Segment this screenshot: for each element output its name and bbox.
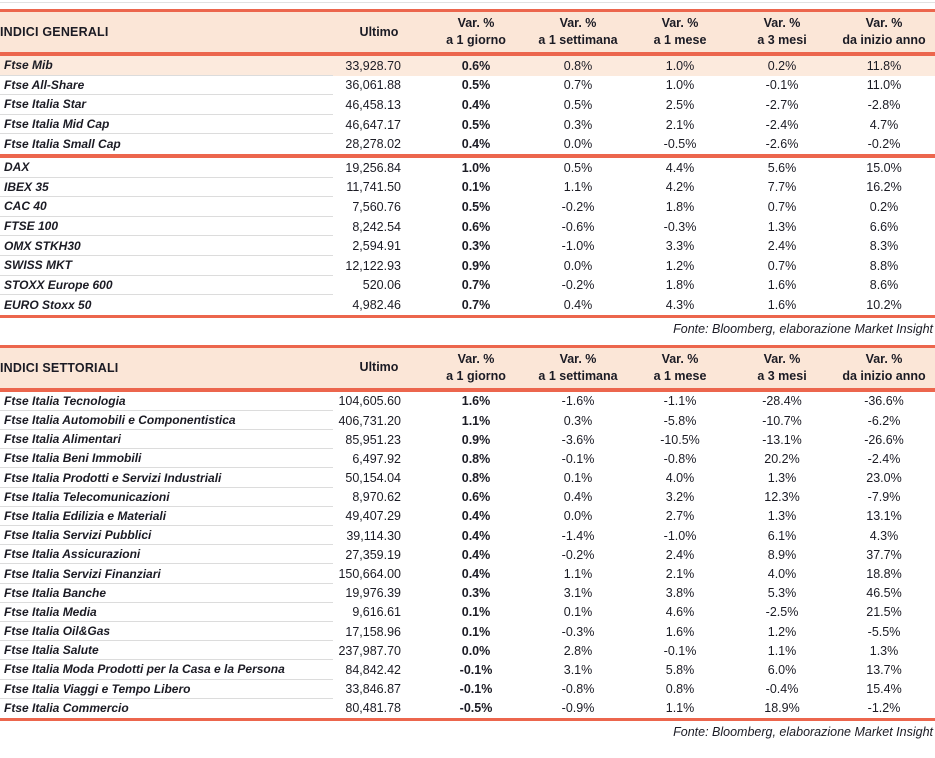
- ultimo-value: 4,982.46: [352, 297, 401, 312]
- col-header-a-1-giorno: Var. % a 1 giorno: [446, 16, 506, 47]
- var-1-settimana: 0.3%: [563, 117, 593, 132]
- var-1-mese: -0.5%: [663, 137, 697, 152]
- ultimo-value: 49,407.29: [345, 509, 401, 524]
- var-inizio-anno: 1.3%: [869, 643, 899, 658]
- ultimo-value: 33,928.70: [345, 58, 401, 73]
- var-1-giorno: 0.4%: [461, 97, 491, 112]
- var-1-settimana: -0.1%: [561, 451, 595, 466]
- index-name: Ftse All-Share: [0, 76, 333, 96]
- var-3-mesi: 7.7%: [767, 180, 797, 195]
- var-1-mese: 3.2%: [665, 490, 695, 505]
- var-1-settimana: 3.1%: [563, 586, 593, 601]
- var-1-giorno: 0.3%: [461, 239, 491, 254]
- var-1-settimana: -0.2%: [561, 547, 595, 562]
- var-3-mesi: -10.7%: [762, 413, 802, 428]
- ultimo-value: 19,256.84: [345, 160, 401, 175]
- col-header-ultimo: Ultimo: [359, 360, 399, 375]
- table-row: [0, 411, 935, 430]
- table-row: [0, 603, 935, 622]
- var-1-giorno: 0.8%: [461, 451, 491, 466]
- var-inizio-anno: -1.2%: [867, 701, 901, 716]
- var-1-mese: -5.8%: [663, 413, 697, 428]
- ultimo-value: 2,594.91: [352, 239, 401, 254]
- var-1-settimana: 0.0%: [563, 258, 593, 273]
- index-name: Ftse Italia Alimentari: [0, 430, 333, 449]
- ultimo-value: 520.06: [362, 278, 401, 293]
- var-3-mesi: -2.6%: [765, 137, 799, 152]
- table-row: [0, 236, 935, 256]
- table-indici-generali: [0, 9, 935, 318]
- var-3-mesi: 20.2%: [764, 451, 800, 466]
- var-1-settimana: -1.4%: [561, 528, 595, 543]
- table-header: [0, 12, 935, 52]
- var-1-giorno: 0.9%: [461, 258, 491, 273]
- table-bottom-border: [0, 718, 935, 721]
- var-inizio-anno: -2.4%: [867, 451, 901, 466]
- ultimo-value: 46,458.13: [345, 97, 401, 112]
- var-1-mese: 5.8%: [665, 662, 695, 677]
- var-3-mesi: -13.1%: [762, 432, 802, 447]
- var-inizio-anno: 11.8%: [866, 58, 902, 73]
- var-1-settimana: -0.8%: [561, 682, 595, 697]
- index-name: Ftse Mib: [0, 56, 333, 76]
- var-1-giorno: 1.1%: [461, 413, 491, 428]
- var-1-giorno: 0.1%: [461, 624, 491, 639]
- ultimo-value: 85,951.23: [345, 432, 401, 447]
- var-inizio-anno: -5.5%: [867, 624, 901, 639]
- ultimo-value: 46,647.17: [345, 117, 401, 132]
- var-3-mesi: -28.4%: [762, 394, 802, 409]
- var-1-giorno: 0.4%: [461, 509, 491, 524]
- var-1-mese: 4.0%: [665, 471, 695, 486]
- index-name: SWISS MKT: [0, 256, 333, 276]
- var-inizio-anno: 46.5%: [866, 586, 902, 601]
- var-inizio-anno: 23.0%: [866, 471, 902, 486]
- var-3-mesi: 12.3%: [764, 490, 800, 505]
- var-inizio-anno: -2.8%: [867, 97, 901, 112]
- index-name: Ftse Italia Prodotti e Servizi Industriali: [0, 468, 333, 487]
- var-3-mesi: 1.3%: [767, 509, 797, 524]
- index-name: Ftse Italia Edilizia e Materiali: [0, 507, 333, 526]
- var-inizio-anno: 37.7%: [866, 547, 902, 562]
- col-header-a-3-mesi: Var. % a 3 mesi: [757, 351, 807, 383]
- var-inizio-anno: 6.6%: [869, 219, 899, 234]
- var-1-giorno: 1.0%: [461, 160, 491, 175]
- col-header-a-1-settimana: Var. % a 1 settimana: [538, 351, 618, 383]
- var-1-giorno: -0.5%: [459, 701, 493, 716]
- ultimo-value: 8,242.54: [352, 219, 401, 234]
- table-header: [0, 348, 935, 388]
- table-row: [0, 526, 935, 545]
- col-header-a-1-settimana: Var. % a 1 settimana: [538, 16, 618, 47]
- var-1-mese: 1.8%: [665, 199, 695, 214]
- col-header-a-3-mesi: Var. % a 3 mesi: [757, 16, 807, 47]
- var-1-settimana: 0.1%: [563, 471, 593, 486]
- var-3-mesi: 1.6%: [767, 297, 797, 312]
- var-1-mese: 1.0%: [665, 58, 695, 73]
- ultimo-value: 237,987.70: [338, 643, 401, 658]
- index-name: Ftse Italia Banche: [0, 584, 333, 603]
- var-inizio-anno: 4.7%: [869, 117, 899, 132]
- table-row: [0, 276, 935, 296]
- var-1-giorno: 0.4%: [461, 137, 491, 152]
- var-1-giorno: 0.7%: [461, 297, 491, 312]
- var-1-giorno: 0.0%: [461, 643, 491, 658]
- ultimo-value: 7,560.76: [352, 199, 401, 214]
- var-1-settimana: -3.6%: [561, 432, 595, 447]
- var-1-settimana: 0.0%: [563, 509, 593, 524]
- table-row: [0, 622, 935, 641]
- var-1-giorno: 0.9%: [461, 432, 491, 447]
- col-header-a-1-mese: Var. % a 1 mese: [653, 16, 707, 47]
- index-name: FTSE 100: [0, 217, 333, 237]
- index-name: Ftse Italia Mid Cap: [0, 115, 333, 135]
- index-name: CAC 40: [0, 197, 333, 217]
- table-row: [0, 295, 935, 315]
- var-1-giorno: 0.5%: [461, 199, 491, 214]
- var-1-mese: -1.1%: [663, 394, 697, 409]
- index-name: Ftse Italia Servizi Finanziari: [0, 564, 333, 583]
- table-row: [0, 680, 935, 699]
- table-row: [0, 197, 935, 217]
- var-1-mese: 1.0%: [665, 78, 695, 93]
- var-1-settimana: -0.6%: [561, 219, 595, 234]
- var-1-settimana: 3.1%: [563, 662, 593, 677]
- ultimo-value: 104,605.60: [338, 394, 401, 409]
- table-row: [0, 564, 935, 583]
- ultimo-value: 12,122.93: [345, 258, 401, 273]
- index-name: Ftse Italia Oil&Gas: [0, 622, 333, 641]
- var-inizio-anno: 8.3%: [869, 239, 899, 254]
- var-1-mese: -0.3%: [663, 219, 697, 234]
- var-1-mese: 3.8%: [665, 586, 695, 601]
- table-row: [0, 641, 935, 660]
- table-title: INDICI SETTORIALI: [0, 360, 119, 375]
- index-name: Ftse Italia Moda Prodotti per la Casa e la Persona: [0, 660, 333, 679]
- index-name: Ftse Italia Tecnologia: [0, 392, 333, 411]
- table-row: [0, 95, 935, 115]
- ultimo-value: 27,359.19: [345, 547, 401, 562]
- index-name: STOXX Europe 600: [0, 276, 333, 296]
- var-1-giorno: 0.4%: [461, 567, 491, 581]
- var-3-mesi: 18.9%: [764, 701, 800, 716]
- table-row: [0, 115, 935, 135]
- var-1-giorno: 0.4%: [461, 528, 491, 543]
- var-1-giorno: 0.4%: [461, 547, 491, 562]
- var-1-mese: 3.3%: [665, 239, 695, 254]
- index-name: Ftse Italia Automobili e Componentistica: [0, 411, 333, 430]
- var-1-settimana: -0.2%: [561, 278, 595, 293]
- var-inizio-anno: 11.0%: [866, 78, 902, 93]
- var-3-mesi: -0.1%: [765, 78, 799, 93]
- table-row: [0, 545, 935, 564]
- var-1-giorno: 0.1%: [461, 180, 491, 195]
- table-row: [0, 256, 935, 276]
- var-1-mese: -0.8%: [663, 451, 697, 466]
- ultimo-value: 36,061.88: [345, 78, 401, 93]
- var-1-mese: 4.2%: [665, 180, 695, 195]
- var-1-settimana: 2.8%: [563, 643, 593, 658]
- var-3-mesi: 0.7%: [767, 199, 797, 214]
- var-inizio-anno: 4.3%: [869, 528, 899, 543]
- var-1-mese: 2.7%: [665, 509, 695, 524]
- var-1-giorno: 0.6%: [461, 219, 491, 234]
- var-1-giorno: -0.1%: [459, 662, 493, 677]
- var-1-giorno: 0.6%: [461, 58, 491, 73]
- var-inizio-anno: 13.7%: [866, 662, 902, 677]
- ultimo-value: 84,842.42: [345, 662, 401, 677]
- var-1-mese: 1.8%: [665, 278, 695, 293]
- var-inizio-anno: 21.5%: [866, 605, 902, 620]
- table-title: INDICI GENERALI: [0, 25, 109, 39]
- var-inizio-anno: 10.2%: [866, 297, 902, 312]
- var-1-settimana: -0.2%: [561, 199, 595, 214]
- var-1-mese: 1.1%: [665, 701, 695, 716]
- var-3-mesi: 1.3%: [767, 471, 797, 486]
- ultimo-value: 33,846.87: [345, 682, 401, 697]
- index-name: Ftse Italia Salute: [0, 641, 333, 660]
- index-name: Ftse Italia Small Cap: [4, 137, 121, 152]
- var-1-mese: 2.1%: [665, 567, 695, 581]
- table-row: [0, 217, 935, 237]
- var-1-settimana: 0.5%: [563, 160, 593, 175]
- table-row: [0, 507, 935, 526]
- source-note: Fonte: Bloomberg, elaborazione Market Insight: [673, 724, 933, 739]
- table-row: [0, 178, 935, 198]
- var-inizio-anno: -36.6%: [864, 394, 904, 409]
- var-1-mese: 2.4%: [665, 547, 695, 562]
- table-row: [0, 56, 935, 76]
- var-3-mesi: 1.2%: [767, 624, 797, 639]
- index-name: Ftse Italia Telecomunicazioni: [0, 488, 333, 507]
- var-1-settimana: 0.7%: [563, 78, 593, 93]
- col-header-da-inizio-anno: Var. % da inizio anno: [842, 351, 926, 383]
- table-row: [0, 134, 935, 154]
- var-1-giorno: 0.1%: [461, 605, 491, 620]
- index-name: IBEX 35: [0, 178, 333, 198]
- ultimo-value: 9,616.61: [352, 605, 401, 620]
- ultimo-value: 150,664.00: [338, 567, 401, 581]
- var-1-giorno: 0.3%: [461, 586, 491, 601]
- ultimo-value: 39,114.30: [346, 528, 401, 543]
- var-1-mese: 4.4%: [665, 160, 695, 175]
- var-1-giorno: 0.5%: [461, 78, 491, 93]
- var-3-mesi: 1.6%: [767, 278, 797, 293]
- ultimo-value: 406,731.20: [338, 413, 401, 428]
- var-1-giorno: 1.6%: [461, 394, 491, 409]
- ultimo-value: 28,278.02: [345, 137, 401, 152]
- var-inizio-anno: -7.9%: [867, 490, 901, 505]
- var-3-mesi: 0.7%: [767, 258, 797, 273]
- var-3-mesi: -2.7%: [765, 97, 799, 112]
- var-1-settimana: -0.9%: [561, 701, 595, 716]
- var-1-mese: -10.5%: [660, 432, 700, 447]
- table-row: [0, 660, 935, 679]
- index-name: Ftse Italia Assicurazioni: [0, 545, 333, 564]
- var-1-mese: 2.5%: [665, 97, 695, 112]
- var-inizio-anno: 13.1%: [866, 509, 902, 524]
- ultimo-value: 17,158.96: [345, 624, 401, 639]
- index-name: Ftse Italia Beni Immobili: [0, 449, 333, 468]
- var-1-settimana: 0.4%: [563, 297, 593, 312]
- index-name: Ftse Italia Commercio: [4, 701, 129, 716]
- var-1-settimana: 0.0%: [563, 137, 593, 152]
- ultimo-value: 50,154.04: [345, 471, 401, 486]
- var-inizio-anno: 16.2%: [866, 180, 902, 195]
- var-3-mesi: 8.9%: [767, 547, 797, 562]
- var-3-mesi: 4.0%: [767, 567, 797, 581]
- var-3-mesi: 1.1%: [767, 643, 797, 658]
- top-divider: [0, 2, 935, 3]
- var-inizio-anno: -0.2%: [867, 137, 901, 152]
- var-1-mese: 1.6%: [665, 624, 695, 639]
- var-1-settimana: 0.4%: [563, 490, 593, 505]
- var-inizio-anno: 8.8%: [869, 258, 899, 273]
- var-3-mesi: 2.4%: [767, 239, 797, 254]
- table-row: [0, 392, 935, 411]
- var-1-mese: -0.1%: [663, 643, 697, 658]
- index-name: Ftse Italia Media: [0, 603, 333, 622]
- var-1-giorno: 0.5%: [461, 117, 491, 132]
- col-header-ultimo: Ultimo: [359, 24, 399, 39]
- var-inizio-anno: 15.0%: [866, 160, 902, 175]
- var-inizio-anno: 18.8%: [866, 567, 902, 581]
- index-name: DAX: [0, 158, 333, 178]
- table-row: [0, 158, 935, 178]
- var-3-mesi: 6.1%: [767, 528, 797, 543]
- col-header-da-inizio-anno: Var. % da inizio anno: [842, 16, 926, 47]
- var-1-settimana: 1.1%: [563, 180, 593, 195]
- report-page: [0, 2, 935, 758]
- var-1-settimana: 0.8%: [563, 58, 593, 73]
- var-3-mesi: 5.6%: [767, 160, 797, 175]
- ultimo-value: 19,976.39: [345, 586, 401, 601]
- var-1-giorno: 0.7%: [461, 278, 491, 293]
- var-inizio-anno: 0.2%: [869, 199, 899, 214]
- var-1-mese: 0.8%: [665, 682, 695, 697]
- var-1-mese: 1.2%: [665, 258, 695, 273]
- index-name: EURO Stoxx 50: [4, 297, 92, 312]
- index-name: Ftse Italia Star: [0, 95, 333, 115]
- var-1-settimana: 0.1%: [563, 605, 593, 620]
- table-row: [0, 430, 935, 449]
- var-1-mese: 4.3%: [665, 297, 695, 312]
- table-row: [0, 76, 935, 96]
- var-3-mesi: 0.2%: [767, 58, 797, 73]
- ultimo-value: 8,970.62: [352, 490, 401, 505]
- col-header-a-1-mese: Var. % a 1 mese: [653, 351, 707, 383]
- var-inizio-anno: -26.6%: [864, 432, 904, 447]
- table-indici-settoriali: [0, 345, 935, 721]
- var-inizio-anno: -6.2%: [867, 413, 901, 428]
- table-row: [0, 584, 935, 603]
- var-1-giorno: 0.8%: [461, 471, 491, 486]
- var-1-settimana: -0.3%: [561, 624, 595, 639]
- table-bottom-border: [0, 315, 935, 318]
- var-1-giorno: -0.1%: [459, 682, 493, 697]
- table-row: [0, 699, 935, 718]
- var-3-mesi: 6.0%: [767, 662, 797, 677]
- col-header-a-1-giorno: Var. % a 1 giorno: [446, 351, 506, 383]
- var-1-settimana: 0.5%: [563, 97, 593, 112]
- var-1-mese: 2.1%: [665, 117, 695, 132]
- var-1-mese: 4.6%: [665, 605, 695, 620]
- var-1-settimana: 1.1%: [563, 567, 593, 581]
- index-name: Ftse Italia Viaggi e Tempo Libero: [0, 680, 333, 699]
- ultimo-value: 80,481.78: [345, 701, 401, 716]
- ultimo-value: 11,741.50: [346, 180, 401, 195]
- ultimo-value: 6,497.92: [352, 451, 401, 466]
- var-1-settimana: -1.0%: [561, 239, 595, 254]
- var-3-mesi: -0.4%: [765, 682, 799, 697]
- var-3-mesi: -2.4%: [765, 117, 799, 132]
- var-1-giorno: 0.6%: [461, 490, 491, 505]
- source-note: Fonte: Bloomberg, elaborazione Market Insight: [673, 321, 933, 336]
- var-3-mesi: -2.5%: [765, 605, 799, 620]
- index-name: OMX STKH30: [0, 236, 333, 256]
- table-row: [0, 488, 935, 507]
- var-3-mesi: 5.3%: [767, 586, 797, 601]
- table-row: [0, 468, 935, 487]
- table-row: [0, 449, 935, 468]
- var-1-settimana: 0.3%: [563, 413, 593, 428]
- index-name: Ftse Italia Servizi Pubblici: [0, 526, 333, 545]
- var-inizio-anno: 15.4%: [866, 682, 902, 697]
- var-3-mesi: 1.3%: [767, 219, 797, 234]
- var-inizio-anno: 8.6%: [869, 278, 899, 293]
- var-1-settimana: -1.6%: [561, 394, 595, 409]
- var-1-mese: -1.0%: [663, 528, 697, 543]
